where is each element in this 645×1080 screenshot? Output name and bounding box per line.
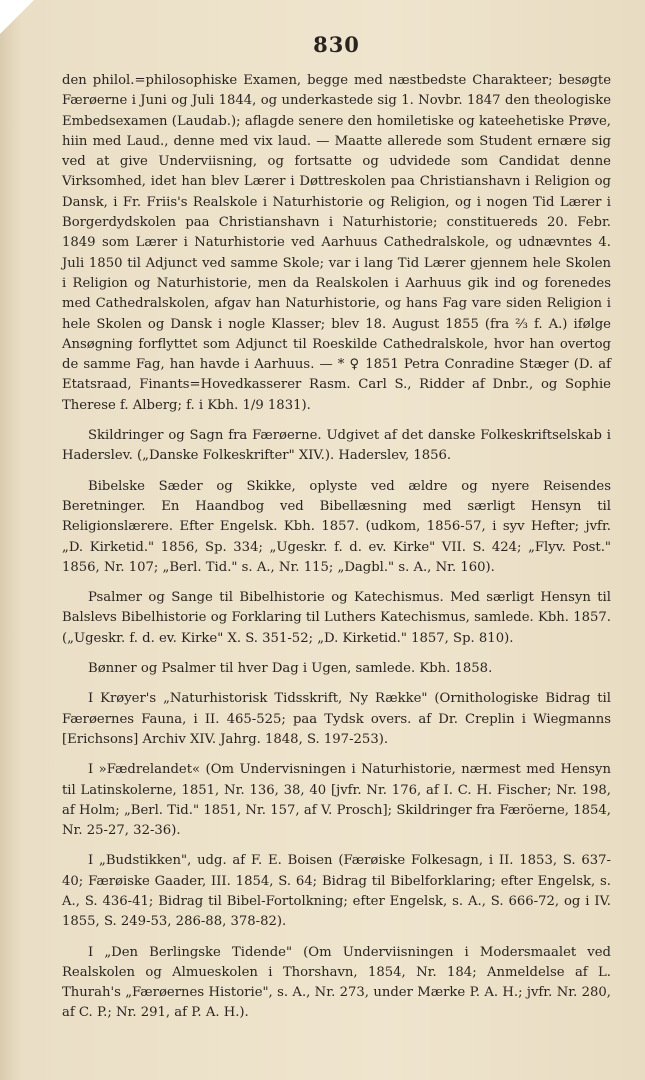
bibliography-entry: I „Budstikken", udg. af F. E. Boisen (Færøiske Folkesagn, i II. 1853, S. 637-40; Færøiske Gaader, III. 1854, S. 64; Bidrag til Bibelforklaring; efter Engelsk, s. A., S. 436-41; Bidrag til Bibel-Fortolkning; efter Engelsk, s. A., S. 666-72, og i IV. 1855, S. 249-53, 286-88, 378-82). (62, 853, 611, 930)
biography-paragraph: den philol.=philosophiske Examen, begge med næstbedste Charakteer; besøgte Færøerne i Juni og Juli 1844, og underkastede sig 1. Novbr. 1847 den theologiske Embedsexamen (Laudab.); aflagde senere den homiletiske og kateehetiske Prøve, hiin med Laud., denne med vix laud. — Maatte allerede som Student ernære sig ved at give Underviisning, og fortsatte og udvidede som Candidat denne Virksomhed, idet han blev Lærer i Døttreskolen paa Christianshavn i Religion og Dansk, i Fr. Friis's Realskole i Naturhistorie og Religion, og i nogen Tid Lærer i Borgerdydskolen paa Christianshavn i Naturhistorie; constituereds 20. Febr. 1849 som Lærer i Naturhistorie ved Aarhuus Cathedralskole, og udnævntes 4. Juli 1850 til Adjunct ved samme Skole; var i lang Tid Lærer gjennem hele Skolen i Religion og Naturhistorie, men da Realskolen i Aarhuus gik ind og forenedes med Cathedralskolen, afgav han Naturhistorie, og hans Fag vare siden Religion i hele Skolen og Dansk i nogle Klasser; blev 18. August 1855 (fra ⅔ f. A.) ifølge Ansøgning forflyttet som Adjunct til Roeskilde Cathedralskole, hvor han overtog de samme Fag, han havde i Aarhuus. — * ♀ 1851 Petra Conradine Stæger (D. af Etatsraad, Finants=Hovedkasserer Rasm. Carl S., Ridder af Dnbr., og Sophie Therese f. Alberg; f. i Kbh. 1/9 1831). (62, 73, 611, 413)
bibliography-entry: I Krøyer's „Naturhistorisk Tidsskrift, Ny Række" (Ornithologiske Bidrag til Færøernes Fauna, i II. 465-525; paa Tydsk overs. af Dr. Creplin i Wiegmanns [Erichsons] Archiv XIV. Jahrg. 1848, S. 197-253). (62, 691, 611, 747)
bibliography-entry: Bønner og Psalmer til hver Dag i Ugen, samlede. Kbh. 1858. (88, 661, 493, 677)
bibliography-entry: I »Fædrelandet« (Om Undervisningen i Naturhistorie, nærmest med Hensyn til Latinskolerne, 1851, Nr. 136, 38, 40 [jvfr. Nr. 176, af I. C. H. Fischer; Nr. 198, af Holm; „Berl. Tid." 1851, Nr. 157, af V. Prosch]; Skildringer fra Færöerne, 1854, Nr. 25-27, 32-36). (62, 762, 611, 839)
bibliography-entry: I „Den Berlingske Tidende" (Om Underviisningen i Modersmaalet ved Realskolen og Almueskolen i Thorshavn, 1854, Nr. 184; Anmeldelse af L. Thurah's „Færøernes Historie", s. A., Nr. 273, under Mærke P. A. H.; jvfr. Nr. 280, af C. P.; Nr. 291, af P. A. H.). (62, 944, 611, 1021)
bibliography-entry: Skildringer og Sagn fra Færøerne. Udgivet af det danske Folkeskriftselskab i Haderslev. („Danske Folkeskrifter" XIV.). Haderslev, 1856. (62, 428, 611, 464)
bibliography-entry: Psalmer og Sange til Bibelhistorie og Katechismus. Med særligt Hensyn til Balslevs Bibelhistorie og Forklaring til Luthers Katechismus, samlede. Kbh. 1857. („Ugeskr. f. d. ev. Kirke" X. S. 351-52; „D. Kirketid." 1857, Sp. 810). (62, 590, 611, 646)
page-number: 830 (313, 32, 360, 57)
page-corner (0, 0, 34, 34)
bibliography-entry: Bibelske Sæder og Skikke, oplyste ved ældre og nyere Reisendes Beretninger. En Haandbog ved Bibellæsning med særligt Hensyn til Religionslærere. Efter Engelsk. Kbh. 1857. (udkom, 1856-57, i syv Hefter; jvfr. „D. Kirketid." 1856, Sp. 334; „Ugeskr. f. d. ev. Kirke" VII. S. 424; „Flyv. Post." 1856, Nr. 107; „Berl. Tid." s. A., Nr. 115; „Dagbl." s. A., Nr. 160). (62, 478, 611, 575)
